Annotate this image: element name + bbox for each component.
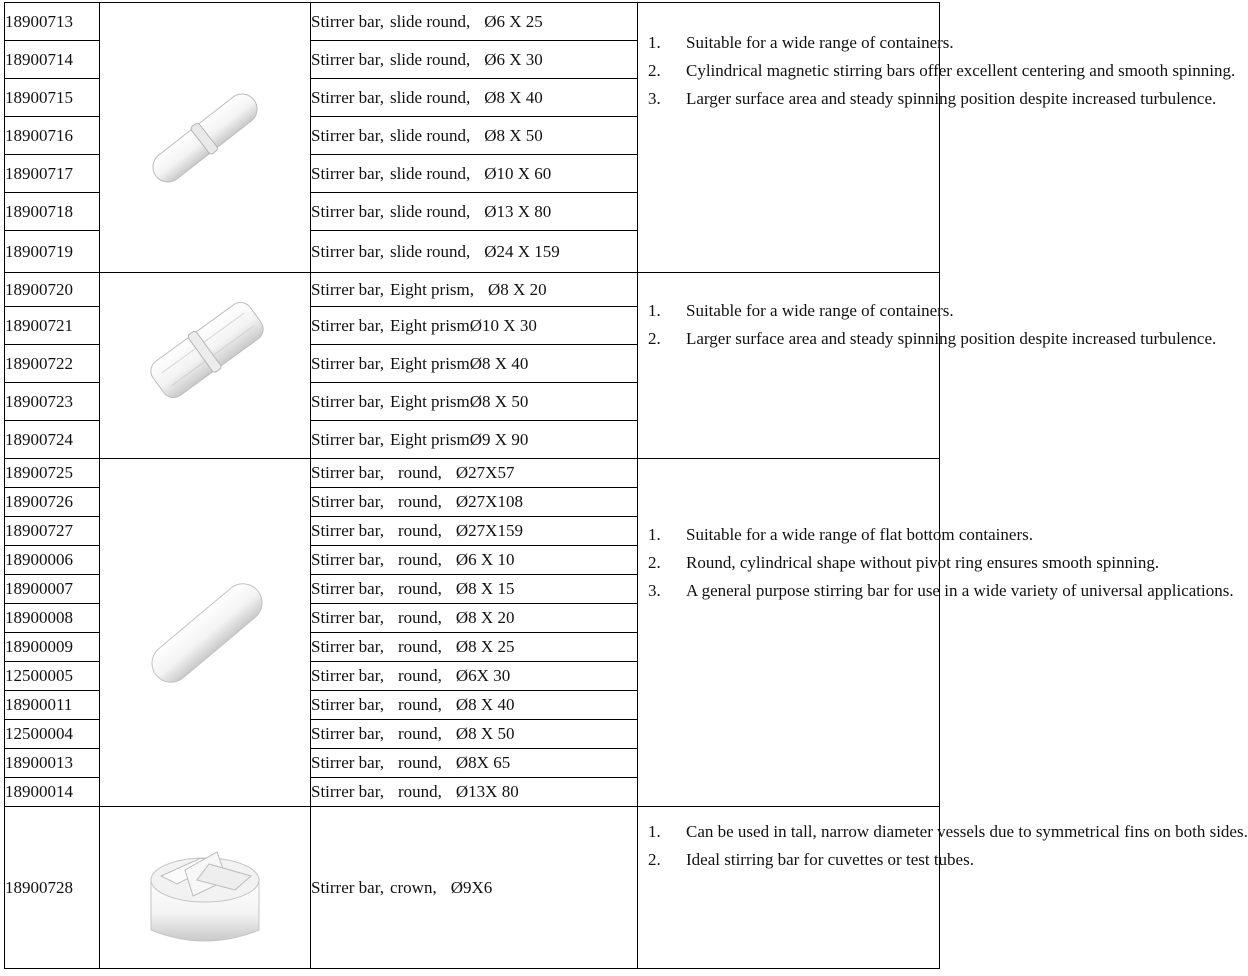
product-size: Ø8 X 15 <box>455 579 515 598</box>
feature-number: 1. <box>648 525 661 544</box>
product-shape: Eight prism <box>389 391 470 411</box>
feature-list-wrapper <box>638 807 1248 874</box>
product-code-cell <box>5 193 100 231</box>
product-shape: Eight prism <box>389 353 470 373</box>
product-type: Stirrer bar, <box>311 521 384 540</box>
product-code-cell <box>5 345 100 383</box>
feature-number: 1. <box>648 33 661 52</box>
table-row <box>5 807 940 969</box>
product-code: 18900007 <box>5 579 73 598</box>
product-description-cell <box>311 749 638 778</box>
product-description-cell <box>311 383 638 421</box>
product-code-cell <box>5 421 100 459</box>
product-code: 18900713 <box>5 11 73 31</box>
product-code-cell <box>5 604 100 633</box>
feature-text: Can be used in tall, narrow diameter vessels due to symmetrical fins on both sides. <box>686 822 1248 841</box>
product-size: Ø8X 65 <box>455 753 511 772</box>
feature-list <box>648 521 1234 605</box>
product-code-cell <box>5 383 100 421</box>
product-shape: round, <box>397 637 442 656</box>
feature-list-cell <box>638 807 1248 969</box>
product-code-cell <box>5 546 100 575</box>
product-description-cell <box>311 155 638 193</box>
product-code: 18900014 <box>5 782 73 801</box>
product-type: Stirrer bar, <box>311 11 384 31</box>
product-code: 18900722 <box>5 353 73 373</box>
product-type: Stirrer bar, <box>311 125 384 145</box>
product-type: Stirrer bar, <box>311 315 384 335</box>
product-code-cell <box>5 575 100 604</box>
product-description-cell <box>311 3 638 41</box>
product-image-cell <box>100 273 311 459</box>
feature-text: Suitable for a wide range of flat bottom containers. <box>686 525 1033 544</box>
product-code-cell <box>5 273 100 307</box>
product-code: 18900726 <box>5 492 73 511</box>
feature-number: 3. <box>648 89 661 108</box>
feature-item <box>648 577 1234 605</box>
product-description-cell <box>311 193 638 231</box>
product-code: 18900011 <box>5 695 73 714</box>
product-shape: slide round, <box>389 49 471 69</box>
product-type: Stirrer bar, <box>311 429 384 449</box>
product-type: Stirrer bar, <box>311 753 384 772</box>
product-size: Ø6X 30 <box>455 666 511 685</box>
product-size: Ø6 X 30 <box>484 49 543 69</box>
stirrer-bar-catalog-table <box>4 2 1248 969</box>
product-code-cell <box>5 231 100 273</box>
product-code-cell <box>5 155 100 193</box>
product-code-cell <box>5 488 100 517</box>
product-code: 18900718 <box>5 201 73 221</box>
feature-item <box>648 297 954 325</box>
product-code: 18900719 <box>5 241 73 261</box>
product-description-cell <box>311 662 638 691</box>
product-code-cell <box>5 662 100 691</box>
product-type: Stirrer bar, <box>311 353 384 373</box>
product-code-cell <box>5 807 100 969</box>
product-description-cell <box>311 517 638 546</box>
product-type: Stirrer bar, <box>311 724 384 743</box>
feature-text: Suitable for a wide range of containers. <box>686 33 954 52</box>
product-size: Ø8 X 40 <box>484 87 543 107</box>
feature-text: Round, cylindrical shape without pivot ring ensures smooth spinning. <box>686 553 1160 572</box>
product-description-cell <box>311 41 638 79</box>
feature-number: 1. <box>648 822 661 841</box>
product-code: 18900720 <box>5 279 73 299</box>
product-image-cell <box>100 459 311 807</box>
product-size: Ø8 X 50 <box>455 724 515 743</box>
product-description-cell <box>311 117 638 155</box>
product-type: Stirrer bar, <box>311 782 384 801</box>
stirrer-bar-eight-prism-image <box>105 288 305 438</box>
product-code: 18900714 <box>5 49 73 69</box>
product-description-cell <box>311 421 638 459</box>
product-type: Stirrer bar, <box>311 695 384 714</box>
product-code-cell <box>5 459 100 488</box>
feature-text: Larger surface area and steady spinning position despite increased turbulence. <box>686 89 1217 108</box>
product-code-cell <box>5 778 100 807</box>
product-size: Ø9X6 <box>450 877 493 897</box>
product-shape: round, <box>397 492 442 511</box>
product-size: Ø8 X 40 <box>455 695 515 714</box>
product-size: Ø6 X 10 <box>455 550 515 569</box>
product-size: Ø10 X 60 <box>484 163 552 183</box>
product-size: Ø8 X 20 <box>488 279 547 299</box>
product-shape: Eight prism, <box>389 279 475 299</box>
product-code: 18900715 <box>5 87 73 107</box>
product-code-cell <box>5 517 100 546</box>
feature-item <box>648 29 954 57</box>
product-shape: round, <box>397 463 442 482</box>
feature-text: Larger surface area and steady spinning position despite increased turbulence. <box>686 329 1217 348</box>
product-type: Stirrer bar, <box>311 550 384 569</box>
product-description-cell <box>311 720 638 749</box>
product-code-cell <box>5 41 100 79</box>
product-type: Stirrer bar, <box>311 492 384 511</box>
feature-text: Ideal stirring bar for cuvettes or test tubes. <box>686 850 974 869</box>
product-shape: slide round, <box>389 201 471 221</box>
product-type: Stirrer bar, <box>311 163 384 183</box>
feature-text: Cylindrical magnetic stirring bars offer excellent centering and smooth spinning. <box>686 61 1236 80</box>
product-shape: slide round, <box>389 11 471 31</box>
product-description-cell <box>311 231 638 273</box>
product-description-cell <box>311 459 638 488</box>
feature-item <box>648 325 1217 353</box>
product-size: Ø8 X 50 <box>469 391 529 411</box>
product-code-cell <box>5 749 100 778</box>
product-shape: round, <box>397 579 442 598</box>
product-size: Ø6 X 25 <box>484 11 543 31</box>
product-description-cell <box>311 345 638 383</box>
product-code-cell <box>5 3 100 41</box>
product-code-cell <box>5 79 100 117</box>
product-type: Stirrer bar, <box>311 279 384 299</box>
product-shape: slide round, <box>389 241 471 261</box>
feature-list-wrapper <box>638 459 1234 605</box>
feature-item <box>648 846 974 874</box>
product-shape: round, <box>397 724 442 743</box>
product-size: Ø27X108 <box>455 492 523 511</box>
product-code-cell <box>5 307 100 345</box>
product-image-cell <box>100 807 311 969</box>
feature-number: 3. <box>648 581 661 600</box>
product-size: Ø8 X 50 <box>484 125 543 145</box>
product-code: 18900013 <box>5 753 73 772</box>
product-description-cell <box>311 691 638 720</box>
product-type: Stirrer bar, <box>311 87 384 107</box>
product-shape: slide round, <box>389 163 471 183</box>
feature-number: 2. <box>648 553 661 572</box>
product-code: 18900721 <box>5 315 73 335</box>
product-code: 18900724 <box>5 429 73 449</box>
feature-text: A general purpose stirring bar for use in a wide variety of universal applications. <box>686 581 1234 600</box>
feature-list-wrapper <box>638 3 1236 113</box>
product-size: Ø24 X 159 <box>484 241 560 261</box>
product-code: 18900008 <box>5 608 73 627</box>
feature-number: 2. <box>648 61 661 80</box>
stirrer-bar-crown-image <box>105 810 305 960</box>
feature-item <box>648 85 1217 113</box>
product-size: Ø10 X 30 <box>469 315 537 335</box>
product-description-cell <box>311 273 638 307</box>
product-shape: Eight prism <box>389 429 470 449</box>
product-shape: round, <box>397 666 442 685</box>
table-row <box>5 459 940 488</box>
product-shape: round, <box>397 695 442 714</box>
product-description-cell <box>311 633 638 662</box>
feature-number: 2. <box>648 850 661 869</box>
product-size: Ø8 X 20 <box>455 608 515 627</box>
product-description-cell <box>311 79 638 117</box>
product-code-cell <box>5 720 100 749</box>
product-type: Stirrer bar, <box>311 463 384 482</box>
product-description-cell <box>311 307 638 345</box>
product-code: 18900009 <box>5 637 73 656</box>
product-size: Ø8 X 40 <box>469 353 529 373</box>
product-type: Stirrer bar, <box>311 201 384 221</box>
feature-list <box>648 29 1236 113</box>
product-description-cell <box>311 488 638 517</box>
product-shape: slide round, <box>389 87 471 107</box>
feature-number: 2. <box>648 329 661 348</box>
product-size: Ø13 X 80 <box>484 201 552 221</box>
stirrer-bar-round-image <box>105 555 305 705</box>
product-size: Ø13X 80 <box>455 782 519 801</box>
table-row <box>5 3 940 41</box>
product-shape: Eight prism <box>389 315 470 335</box>
product-shape: round, <box>397 753 442 772</box>
feature-text: Suitable for a wide range of containers. <box>686 301 954 320</box>
product-shape: round, <box>397 521 442 540</box>
product-code-cell <box>5 691 100 720</box>
feature-item <box>648 818 1248 846</box>
product-type: Stirrer bar, <box>311 637 384 656</box>
product-code: 12500005 <box>5 666 73 685</box>
product-code: 18900723 <box>5 391 73 411</box>
product-code: 18900728 <box>5 877 73 897</box>
feature-item <box>648 549 1160 577</box>
product-size: Ø9 X 90 <box>469 429 529 449</box>
feature-list-cell <box>638 459 1234 807</box>
feature-item <box>648 57 1236 85</box>
product-code: 18900717 <box>5 163 73 183</box>
product-shape: round, <box>397 608 442 627</box>
product-code: 12500004 <box>5 724 73 743</box>
product-type: Stirrer bar, <box>311 241 384 261</box>
product-description-cell <box>311 604 638 633</box>
feature-number: 1. <box>648 301 661 320</box>
product-shape: round, <box>397 782 442 801</box>
product-shape: slide round, <box>389 125 471 145</box>
feature-list <box>648 818 1248 874</box>
product-size: Ø27X159 <box>455 521 523 540</box>
product-code-cell <box>5 633 100 662</box>
product-description-cell <box>311 778 638 807</box>
product-code: 18900727 <box>5 521 73 540</box>
product-size: Ø8 X 25 <box>455 637 515 656</box>
product-code: 18900716 <box>5 125 73 145</box>
product-shape: crown, <box>389 877 437 897</box>
product-type: Stirrer bar, <box>311 877 384 897</box>
feature-item <box>648 521 1033 549</box>
feature-list-wrapper <box>638 273 1217 353</box>
product-code-cell <box>5 117 100 155</box>
product-description-cell <box>311 807 638 969</box>
product-code: 18900006 <box>5 550 73 569</box>
feature-list-cell <box>638 273 1217 459</box>
product-description-cell <box>311 575 638 604</box>
product-type: Stirrer bar, <box>311 49 384 69</box>
stirrer-bar-slide-round-image <box>105 60 305 210</box>
product-size: Ø27X57 <box>455 463 515 482</box>
feature-list-cell <box>638 3 1236 273</box>
table-row <box>5 273 940 307</box>
product-description-cell <box>311 546 638 575</box>
product-type: Stirrer bar, <box>311 608 384 627</box>
product-type: Stirrer bar, <box>311 391 384 411</box>
product-type: Stirrer bar, <box>311 666 384 685</box>
product-shape: round, <box>397 550 442 569</box>
product-code: 18900725 <box>5 463 73 482</box>
product-type: Stirrer bar, <box>311 579 384 598</box>
product-image-cell <box>100 3 311 273</box>
feature-list <box>648 297 1217 353</box>
